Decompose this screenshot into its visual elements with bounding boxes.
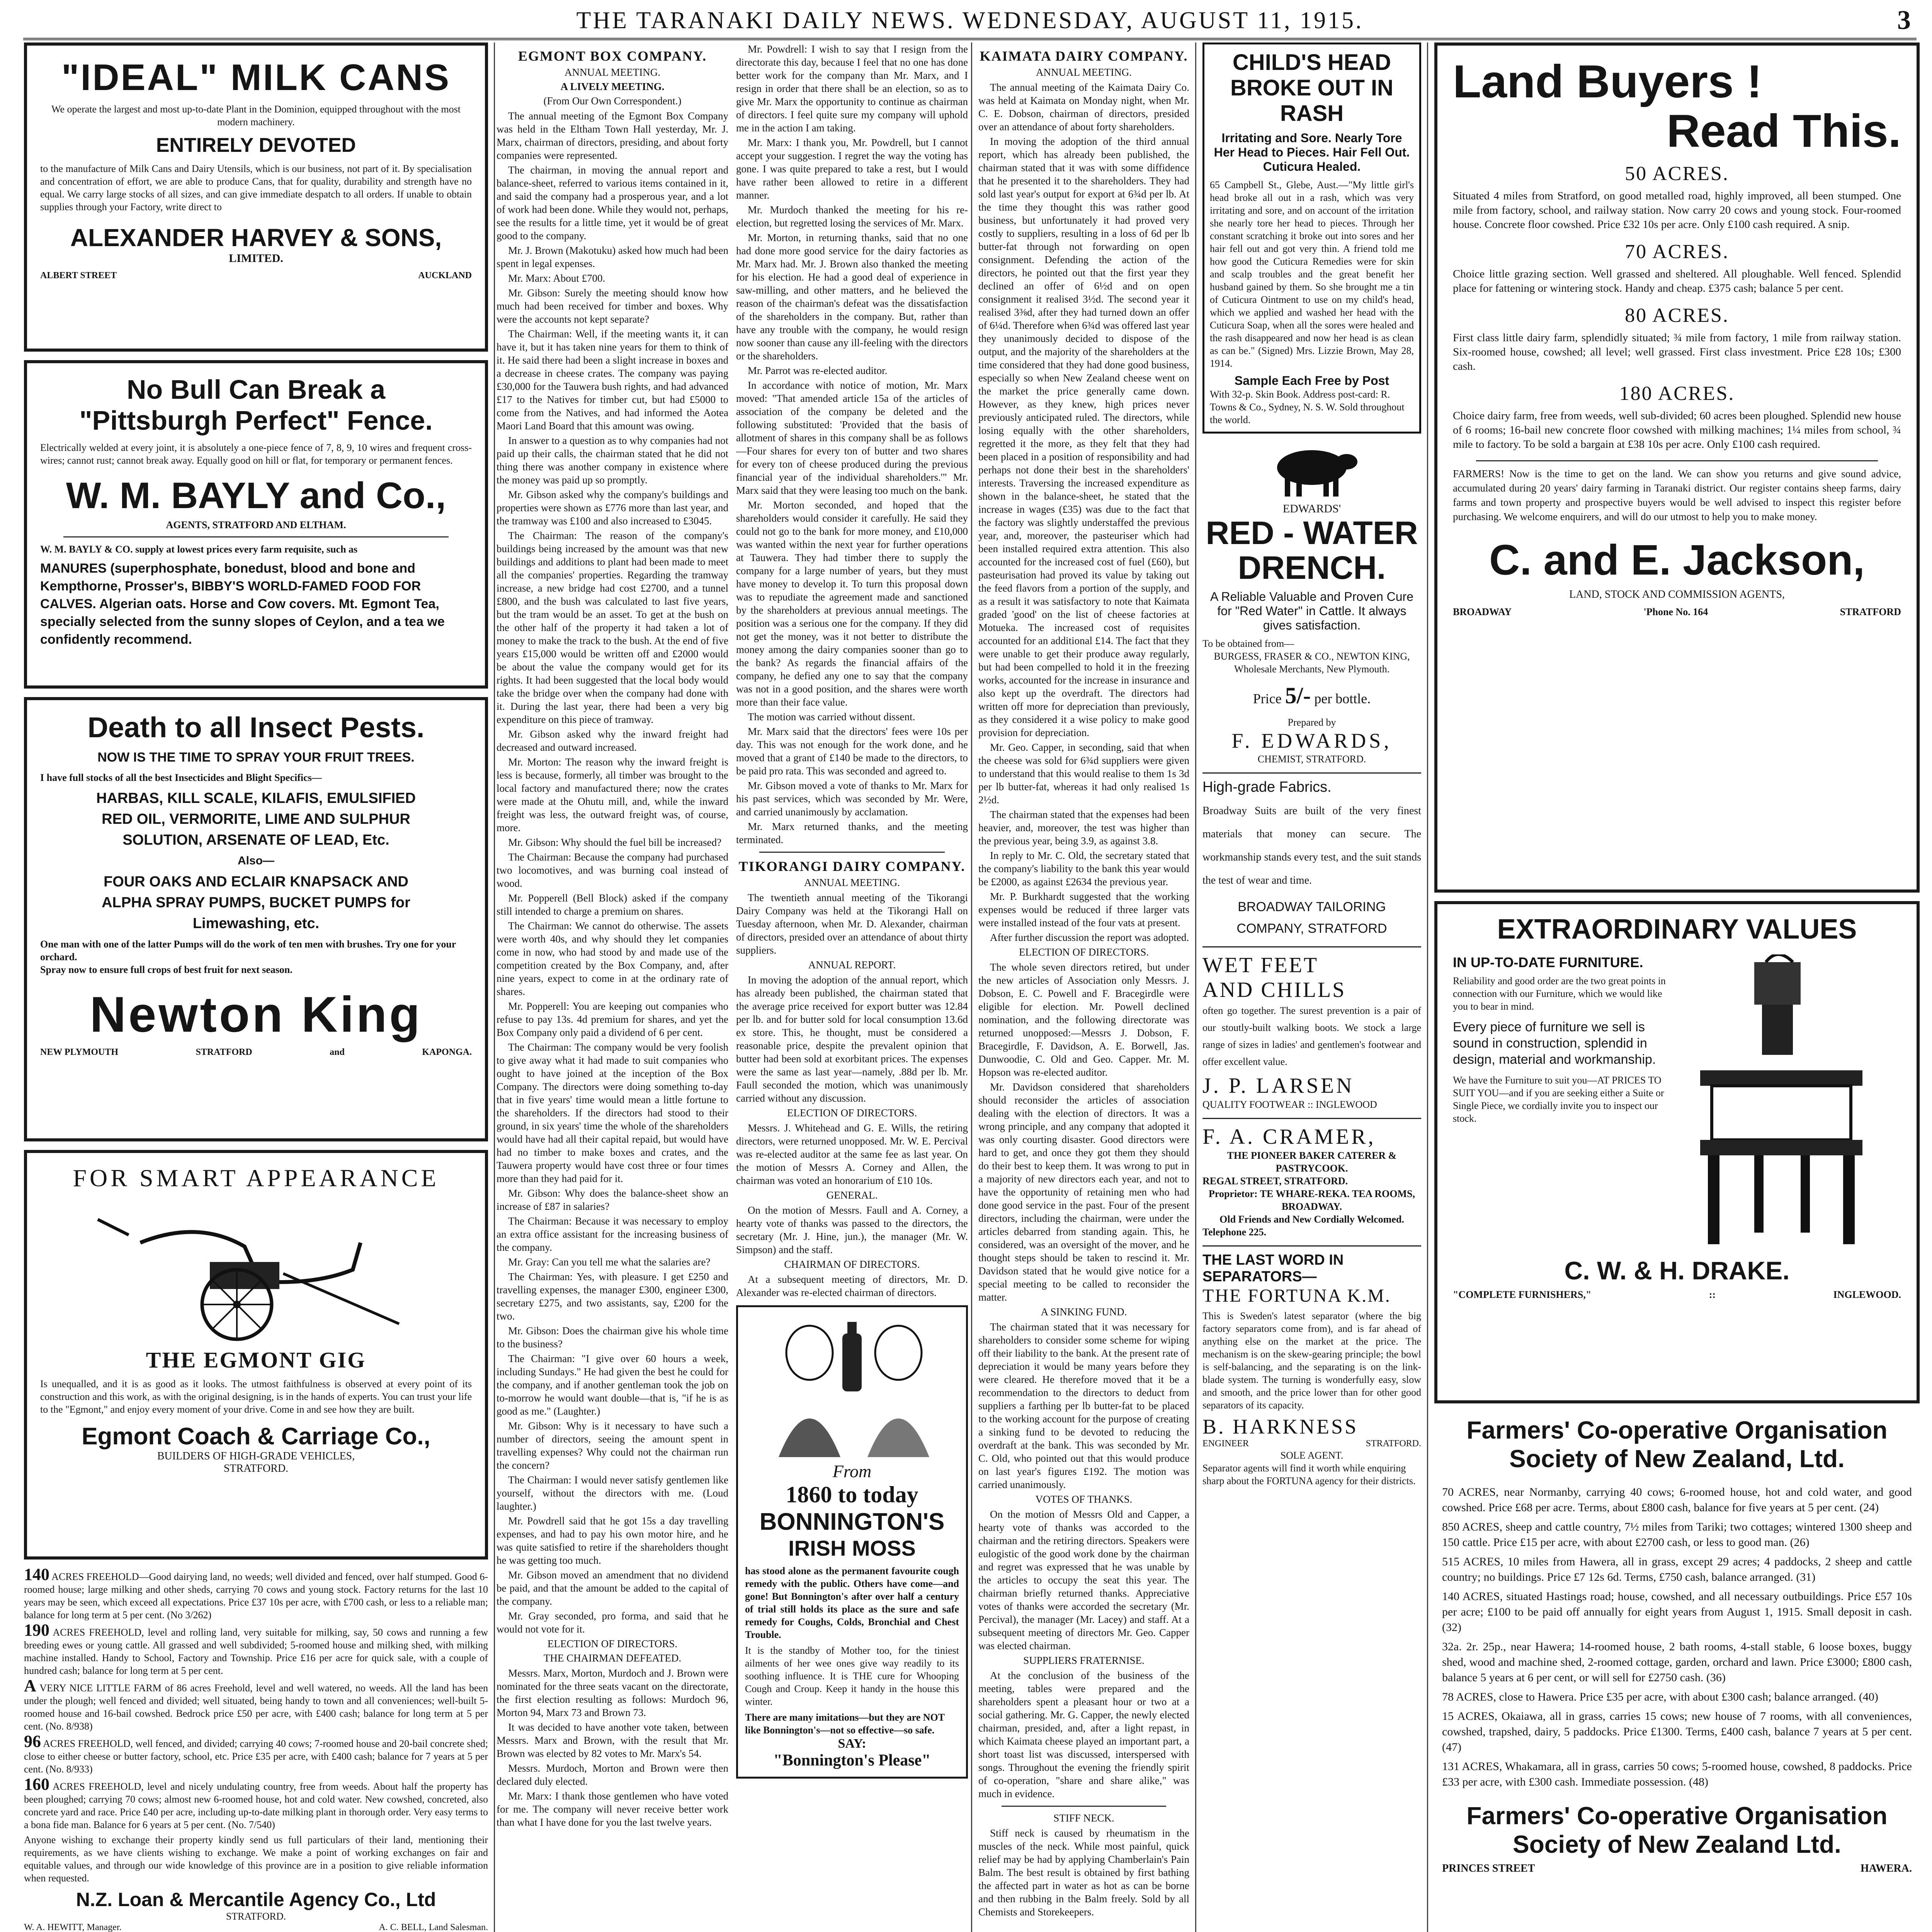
article-sub: ANNUAL MEETING. <box>1036 66 1132 78</box>
ad-footer-right: HAWERA. <box>1860 1862 1912 1874</box>
land-listing: 70 ACRES. Choice little grazing section. Well grassed and sheltered. All ploughable. Well fenced. Splendid place for fattening or wintering stock. Handy and cheap. £375 cash; balance 5 per cent. <box>1453 241 1901 294</box>
ad-title: High-grade Fabrics. <box>1202 779 1332 795</box>
cow-illustration <box>1265 440 1358 498</box>
ad-place: and <box>330 1047 345 1057</box>
listing: 160 ACRES FREEHOLD, level and nicely undulating country, free from weeds. About half the property has been ploughed; carrying 70 cows; almost new 6-roomed house, hot and cold water. New cowshed, concreted, also concrete yard and race. Price £40 per acre, including up-to-date milking plant in thorough order. Very easy terms to a bona fide man. Balance for 6 years at 5 per cent. (No. 7/540) <box>24 1775 488 1830</box>
article-body-continued: Mr. Powdrell: I wish to say that I resign from the directorate this day, because I feel that no one has done better work for the company than Mr. Marx, and I resign in order that there shall be an election, so as to give Mr. Marx the opportunity to continue as chairman of directors. I feel quite sure my company will uphold me in the action I am taking. Mr. Marx: I thank you, Mr. Powdrell, but I cannot accept your suggestion. I regret the way the voting has gone. I was quite prepared to take a rest, but I would have rather been allowed to retire in a different manner. Mr. Murdoch thanked the meeting for his re-election, but regretted losing the services of Mr. Marx. Mr. Morton, in returning thanks, said that no one had done more good service for the dairy factories as Mr. Marx had. Mr. J. Brown also thanked the meeting for his election. He had a good deal of experience in saw-milling, and other matters, and he believed the reason of the chairman's defeat was the dissatisfaction of the shareholders in the company. But, rather than have any trouble with the company, he would resign now sooner than cause any ill-feeling with the directors or the shareholders. Mr. Parrot was re-elected auditor. In accordance with notice of motion, Mr. Marx moved: "That amended article 15a of the articles of association of the company be deleted and the following substituted: 'Provided that the basis of allotment of shares in this company shall be as follows—Four shares for every ton of butter and two shares for every ton of cheese produced during the previous financial year of the individual shareholders.'" Mr. Marx said that they were leasing too much on the bank. Mr. Morton seconded, and hoped that the shareholders would consider it carefully. He said they could not go to the bank for more money, and £10,000 was wanted within the next year for further operations at Tauwera. They had timber there to supply the company for a large number of years, but they must have money to develop it. To turn this proposal down was to repudiate the agreement made and sanctioned by the shareholders at previous annual meetings. The position was a serious one for the company. If they did not get the money, was it not better to distribute the money among the dairy companies sooner than go to the bank? As regards the financial affairs of the company, he defied any one to say that the company was not in a good position, and the shares were worth more than their face value. The motion was carried without dissent. Mr. Marx said that the directors' fees were 10s per day. This was not enough for the work done, and he moved that a grant of £140 be made to the directors, to be paid pro rata. This was seconded and agreed to. Mr. Gibson moved a vote of thanks to Mr. Marx for his past services, which was seconded by Mr. Were, and carried unanimously by acclamation. Mr. Marx returned thanks, and the meeting terminated. <box>736 43 968 845</box>
ad-firm: Newton King <box>90 986 422 1043</box>
ad-line: ALPHA SPRAY PUMPS, BUCKET PUMPS for <box>102 895 410 911</box>
cuticura-ad <box>1202 43 1421 434</box>
ad-firm: F. EDWARDS, <box>1231 729 1392 752</box>
ad-place: KAPONGA. <box>422 1047 472 1057</box>
article-subhead: GENERAL. <box>826 1189 878 1201</box>
bonnington-ad <box>736 1305 968 1779</box>
ad-firm: B. HARKNESS <box>1202 1415 1359 1438</box>
egmont-gig-ad <box>24 1150 488 1560</box>
ad-role: ENGINEER <box>1202 1439 1249 1449</box>
ad-firm: ALEXANDER HARVEY & SONS, <box>70 224 442 252</box>
column-3 <box>974 43 1194 1932</box>
ad-note: It is the standby of Mother too, for the tiniest ailments of her wee ones give way readily to its soothing influence. It is THE cure for Whooping Cough and Croup. Keep it handy in the house this winter. <box>745 1645 959 1707</box>
ad-agents: LAND, STOCK AND COMMISSION AGENTS, <box>1569 588 1785 600</box>
women-bottle-illustration <box>752 1318 952 1457</box>
ad-title: EXTRAORDINARY VALUES <box>1497 914 1857 945</box>
ad-sep: :: <box>1709 1289 1716 1300</box>
article-subhead: A SINKING FUND. <box>1041 1306 1127 1318</box>
ad-body: Is unequalled, and it is as good as it looks. The utmost faithfulness is observed at every point of its construction and this work, as with the original designing, is in the hands of experts. You can trust your life to the "Egmont," and enjoy every moment of your drive. Come in and see how they are built. <box>40 1378 472 1415</box>
land-listing: 50 ACRES. Situated 4 miles from Stratford, on good metalled road, highly improved, all been stumped. One mile from factory, school, and railway station. Now carry 20 cows and young stock. Four-roomed house. Concrete floor cowshed. Price £32 10s per acre. Only £100 cash required. A snip. <box>1453 163 1901 231</box>
ad-title-2: AND CHILLS <box>1202 978 1346 1002</box>
column-rule <box>494 43 495 1932</box>
column-1 <box>19 43 493 1932</box>
farm-listing: 131 ACRES, Whakamara, all in grass, carries 50 cows; 5-roomed house, cowshed, 8 paddocks. Price £33 per acre, with £300 cash. Immediate possession. (48) <box>1442 1760 1912 1788</box>
farm-listing: 515 ACRES, 10 miles from Hawera, all in grass, except 29 acres; 4 paddocks, 2 sheep and cattle country; no buildings. Price £7 12s 6d. Terms, £750 cash, balance arranged. (31) <box>1442 1555 1912 1583</box>
ad-manures: MANURES (superphosphate, bonedust, blood and bone and Kempthorne, Prosser's, BIBBY'S WORLD-FAMED FOOD FOR CALVES. Algerian oats. Horse and Cow covers. Mt. Egmont Tea, specially selected from the sunny slopes of Ceylon, and a tea we confidently recommend. <box>40 561 445 647</box>
ad-intro: We operate the largest and most up-to-date Plant in the Dominion, equipped throughout with the most modern machinery. <box>51 104 461 128</box>
bayly-fence-ad <box>24 360 488 689</box>
ad-line: HARBAS, KILL SCALE, KILAFIS, EMULSIFIED <box>96 790 416 806</box>
article-body: On the motion of Messrs Old and Capper, a hearty vote of thanks was accorded to the chairman and the retiring directors. Speakers were eulogistic of the good work done by the chairman and regret was expressed that he was unable by the articles to occupy the seat this year. The chairman briefly returned thanks. Appreciative votes of thanks were accorded the secretary (Mr. Percival), the manager (Mr. Lacey) and staff. At a subsequent meeting of directors Mr. Geo. Capper was elected chairman. <box>978 1509 1189 1651</box>
article-body: At a subsequent meeting of directors, Mr. D. Alexander was re-elected chairman of directors. <box>736 1274 968 1298</box>
listing: A VERY NICE LITTLE FARM of 86 acres Freehold, level and well watered, no weeds. All the land has been under the plough; well fenced and divided; well situated, being handy to town and all conveniences; well-built 5-roomed house and 16-bail cowshed. Bedrock price £50 per acre, with £400 cash; balance for long term at 5 per cent. (No. 8/938) <box>24 1676 488 1732</box>
article-subhead: ELECTION OF DIRECTORS. <box>1019 946 1149 958</box>
ad-friends: Old Friends and New Cordially Welcomed. <box>1219 1214 1404 1225</box>
ad-agents: BURGESS, FRASER & CO., NEWTON KING, Wholesale Merchants, New Plymouth. <box>1214 651 1410 675</box>
ad-title: RED - WATER DRENCH. <box>1206 515 1418 586</box>
ad-town: CHEMIST, STRATFORD. <box>1257 753 1366 765</box>
ad-price-tail: per bottle. <box>1314 691 1371 706</box>
ad-price: 5/- <box>1285 683 1311 708</box>
farm-listing: 32a. 2r. 25p., near Hawera; 14-roomed house, 2 bath rooms, 4-stall stable, 6 loose boxes, buggy shed, wood and machine shed, 2-roomed cottage, garden, orchard and lawn. Price £3000; £800 cash, balance 5 years at 6 per cent, or will sell for £2750 cash. (36) <box>1442 1640 1912 1684</box>
ad-tag: A Reliable Valuable and Proven Cure for "Red Water" in Cattle. It always gives satisfaction. <box>1210 590 1413 632</box>
ad-brand: BONNINGTON'S <box>759 1509 945 1535</box>
newton-king-ad <box>24 697 488 1141</box>
ad-manager: W. A. HEWITT, Manager. <box>24 1922 122 1932</box>
listing: 96 ACRES FREEHOLD, well fenced, and divided; carrying 40 cows; 7-roomed house and 20-bail concrete shed; close to either cheese or butter factory, school, etc. Price £35 per acre, with £400 cash; balance for 7 years at 5 per cent. (No. 8/933) <box>24 1732 488 1775</box>
ad-firm: C. and E. Jackson, <box>1489 536 1865 584</box>
ad-from: To be obtained from— <box>1202 638 1294 649</box>
ad-place: STRATFORD <box>196 1047 252 1057</box>
ad-agents: AGENTS, STRATFORD AND ELTHAM. <box>166 519 346 531</box>
ad-tel: Telephone 225. <box>1202 1226 1267 1238</box>
ad-body: Electrically welded at every joint, it is absolutely a one-piece fence of 7, 8, 9, 10 wires and frequent cross-wires; cannot rust; cannot break away. Equally good on hill or flat, for temporary or permanent fences. <box>40 442 472 466</box>
ad-title: "IDEAL" MILK CANS <box>61 57 451 98</box>
subcolumn-b <box>736 43 968 1932</box>
chair-illustration <box>1677 954 1893 1248</box>
ad-title: FOR SMART APPEARANCE <box>73 1164 439 1192</box>
article-subhead: SUPPLIERS FRATERNISE. <box>1023 1655 1145 1666</box>
article-body: Messrs. J. Whitehead and G. E. Wills, the retiring directors, were returned unopposed. Mr. W. E. Percival was re-elected auditor at the same fee as last year. On the motion of Messrs A. Corney and Allen, the chairman was voted an honorarium of £10 10s. <box>736 1122 968 1186</box>
nz-loan-ad <box>24 1565 488 1932</box>
ad-title: Land Buyers ! <box>1453 56 1762 107</box>
ad-firm: Egmont Coach & Carriage Co., <box>82 1423 430 1450</box>
article-subhead: ANNUAL REPORT. <box>808 959 896 971</box>
ad-footer-title: Farmers' Co-operative Organisation <box>1466 1802 1888 1830</box>
ad-title: Death to all Insect Pests. <box>87 711 425 743</box>
farm-listing: 70 ACRES, near Normanby, carrying 40 cows; 6-roomed house, hot and cold water, and good cowshed. Price £68 per acre. Terms, about £800 cash, balance for five years at 5 per cent. (24) <box>1442 1486 1912 1514</box>
ad-builders: BUILDERS OF HIGH-GRADE VEHICLES, <box>157 1450 355 1462</box>
ad-title-2: Society of New Zealand, Ltd. <box>1509 1445 1845 1473</box>
ad-note: One man with one of the latter Pumps will do the work of ten men with brushes. Try one for your orchard. <box>40 939 456 963</box>
article-body: The twentieth annual meeting of the Tikorangi Dairy Company was held at the Tikorangi Hall on Tuesday afternoon, when Mr. D. Alexander, chairman of directors, presided over an attendance of about thirty suppliers. <box>736 892 968 956</box>
ad-limited: LIMITED. <box>229 252 283 265</box>
column-4 <box>1198 43 1426 1932</box>
page-number: 3 <box>1897 5 1913 35</box>
ad-firm: N.Z. Loan & Mercantile Agency Co., Ltd <box>76 1889 436 1910</box>
article-subhead: ELECTION OF DIRECTORS. <box>787 1107 917 1119</box>
ad-line: Limewashing, etc. <box>192 915 320 932</box>
ad-sample: Sample Each Free by Post <box>1234 374 1389 388</box>
ad-p3: We have the Furniture to suit you—AT PRICES TO SUIT YOU—and if you are seeking either a Suite or Single Piece, we cordially invite you to inspect our stock. <box>1453 1075 1664 1124</box>
ad-firm: C. W. & H. DRAKE. <box>1564 1256 1790 1285</box>
ad-please: "Bonnington's Please" <box>773 1752 931 1769</box>
ad-sample-text: With 32-p. Skin Book. Address post-card: R. Towns & Co., Sydney, N. S. W. Sold throughout the world. <box>1210 389 1405 425</box>
ad-town: STRATFORD. <box>223 1463 289 1475</box>
ad-title: CHILD'S HEAD BROKE OUT IN RASH <box>1230 50 1394 126</box>
ad-prepared: Prepared by <box>1287 717 1336 728</box>
farm-listing: 15 ACRES, Okaiawa, all in grass, carries 15 cows; new house of 7 rooms, with all conveniences, cowshed, trapshed, dairy, 5 paddocks. Price £1300. Terms, £400 cash, balance 7 years at 5 per cent. (47) <box>1442 1710 1912 1753</box>
article-subhead: STIFF NECK. <box>1053 1812 1114 1824</box>
ad-footer-left: PRINCES STREET <box>1442 1862 1535 1874</box>
larsen-ad <box>1202 946 1421 1111</box>
ad-town: STRATFORD. <box>226 1911 286 1922</box>
column-5 <box>1430 43 1924 1932</box>
ad-title: Farmers' Co-operative Organisation <box>1466 1416 1888 1444</box>
ad-right: STRATFORD <box>1840 606 1901 617</box>
ad-place: NEW PLYMOUTH <box>40 1047 119 1057</box>
ad-sub: IN UP-TO-DATE FURNITURE. <box>1453 954 1643 970</box>
ad-line: SOLUTION, ARSENATE OF LEAD, Etc. <box>122 832 389 848</box>
ad-farmers: FARMERS! Now is the time to get on the land. We can show you returns and give sound advice, accumulated during 20 years' dairy farming in Taranaki district. Our register contains sheep farms, dairy farms and town property and prospective buyers would be well advised to inspect this register before purchasing. We welcome enquirers, and will do our utmost to help you to make money. <box>1453 468 1901 522</box>
ad-city: AUCKLAND <box>418 270 472 281</box>
ad-title-2: "Pittsburgh Perfect" Fence. <box>79 405 433 435</box>
ad-body: often go together. The surest prevention is a pair of our stoutly-built walking boots. We stock a large range of sizes in ladies' and gentlemen's footwear and offer excellent value. <box>1202 1005 1421 1067</box>
ad-body: to the manufacture of Milk Cans and Dairy Utensils, which is our business, not part of it. By specialisation and concentration of effort, we are able to produce Cans, that for quality, durability and strength have no equal. We carry large stocks of all sizes, and can give immediate despatch to all orders. If unable to obtain supplies through your Factory, write direct to <box>40 163 472 213</box>
fortuna-ad <box>1202 1245 1421 1487</box>
ad-name: THE EGMONT GIG <box>146 1347 366 1372</box>
cramer-ad <box>1202 1118 1421 1238</box>
ad-prop: Proprietor: TE WHARE-REKA. TEA ROOMS, BROADWAY. <box>1209 1188 1415 1212</box>
ad-sub: Irritating and Sore. Nearly Tore Her Head to Pieces. Hair Fell Out. Cuticura Healed. <box>1214 131 1410 173</box>
ad-street: REGAL STREET, STRATFORD. <box>1202 1175 1348 1187</box>
ad-street: ALBERT STREET <box>40 270 117 281</box>
listing: 190 ACRES FREEHOLD, level and rolling land, very suitable for milking, say, 50 cows and running a few breeding ewes or young cattle. All grassed and well subdivided; 5-roomed house and milking shed, with milking machine installed. Handy to School, Factory and Township. Price £16 per acre for quick sale, with a couple of hundred cash; balance for long term at 5 per cent. <box>24 1621 488 1676</box>
column-2 <box>497 43 970 1932</box>
masthead-title: THE TARANAKI DAILY NEWS. WEDNESDAY, AUGUST 11, 1915. <box>576 7 1364 34</box>
farm-listing: 78 ACRES, close to Hawera. Price £35 per acre, with about £300 cash; balance arranged. (40) <box>1442 1690 1878 1703</box>
milk-cans-ad <box>24 43 488 352</box>
ad-brand: EDWARDS' <box>1282 502 1341 515</box>
column-rule <box>1427 43 1428 1932</box>
ad-body: This is Sweden's latest separator (where the big factory separators come from), and is far ahead of anything else on the market at the price. The mechanism is on the skew-gearing principle; the bowl is self-balancing, and the separating is on the link-blade system. The turning is wonderfully easy, slow and smooth, and the price lower than for other good separators of its capacity. <box>1202 1310 1421 1411</box>
article-headline: TIKORANGI DAIRY COMPANY. <box>738 859 966 874</box>
ad-body: has stood alone as the permanent favourite cough remedy with the public. Others have come—and gone! But Bonnington's after over half a century of trial still holds its place as the sure and safe remedy for Coughs, Colds, Bronchial and Chest Trouble. <box>745 1565 959 1640</box>
ad-stocks: I have full stocks of all the best Insecticides and Blight Specifics— <box>40 772 322 783</box>
ad-title: No Bull Can Break a <box>126 374 386 405</box>
ad-p1: Reliability and good order are the two great points in connection with our Furniture, which we would like you to bear in mind. <box>1453 975 1666 1012</box>
ad-supply: W. M. BAYLY & CO. supply at lowest prices every farm requisite, such as <box>40 544 358 555</box>
article-body: On the motion of Messrs. Faull and A. Corney, a hearty vote of thanks was passed to the directors, the secretary (Mr. J. Hine, jun.), the manager (Mr. W. Simpson) and the staff. <box>736 1204 968 1255</box>
ad-from: From <box>832 1461 872 1481</box>
column-rule <box>1195 43 1196 1932</box>
ad-town: STRATFORD. <box>1366 1439 1421 1449</box>
article-subhead-2: THE CHAIRMAN DEFEATED. <box>543 1652 682 1664</box>
ad-p2: Every piece of furniture we sell is sound in construction, splendid in design, material and workmanship. <box>1453 1020 1656 1067</box>
farm-listing: 140 ACRES, situated Hastings road; house, cowshed, and all necessary outbuildings. Price £57 10s per acre; £100 to be paid off annually for eight years from August 1, 1915. Small deposit in cash. (32) <box>1442 1590 1912 1634</box>
ad-salesman: A. C. BELL, Land Salesman. <box>379 1922 488 1932</box>
article-sub: ANNUAL MEETING. <box>565 66 660 78</box>
ad-title-2: Read This. <box>1667 105 1901 157</box>
ad-title: THE LAST WORD IN SEPARATORS— <box>1202 1252 1344 1285</box>
article-body-2: Messrs. Marx, Morton, Murdoch and J. Brown were nominated for the three seats vacant on the directorate, the first election resulting as follows: Murdoch 96, Morton 94, Marx 73 and Brown 73. It was decided to have another vote taken, between Messrs. Marx and Brown, with the result that Mr. Brown was elected by 82 votes to Mr. Marx's 54. Messrs. Murdoch, Morton and Brown were then declared duly elected. Mr. Marx: I thank those gentlemen who have voted for me. The company will never receive better work than what I have done for you the last twelve years. <box>497 1667 728 1828</box>
ad-line: RED OIL, VERMORITE, LIME AND SULPHUR <box>102 811 410 827</box>
drake-furniture-ad <box>1434 901 1920 1403</box>
gig-illustration <box>82 1196 430 1343</box>
land-listing: 80 ACRES. First class little dairy farm, splendidly situated; ¾ mile from factory, 1 mile from railway station. Six-roomed house, cowshed; all level; well grassed. First class investment. Price £28 10s; £300 cash. <box>1453 304 1901 372</box>
ad-left: BROADWAY <box>1453 606 1512 617</box>
ad-line: THE PIONEER BAKER CATERER & PASTRYCOOK. <box>1227 1150 1397 1174</box>
article-body: At the conclusion of the business of the meeting, tables were prepared and the shareholders spent a pleasant hour or two at a social gathering. Mr. G. Capper, the newly elected chairman, presided, and, after a light repast, in which Kaimata cheese played an important part, a short toast list was discussed, interspersed with songs. Throughout the evening the friendly spirit of co-operation, "share and share alike," was much in evidence. <box>978 1670 1189 1799</box>
listing: 140 ACRES FREEHOLD—Good dairying land, no weeds; well divided and fenced, over half stumped. Good 6-roomed house; large milking and other sheds, carrying 70 cows and young stock. Factory returns for the last 10 years may be seen, which exceed all expectations. Price £37 10s per acre, with £700 cash, or less to a reliable man; balance for long term at 5 per cent. (No 3/262) <box>24 1565 488 1621</box>
ad-title-2: THE FORTUNA K.M. <box>1202 1286 1391 1306</box>
article-body: The chairman stated that it was necessary for shareholders to consider some scheme for wiping off their liability to the bank. At the present rate of depreciation it would be many years before they were cleared. He therefore moved that it be a recommendation to the directors to deduct from suppliers a farthing per lb butter-fat to be placed to the working account for the purpose of creating a sinking fund to be devoted to reducing the overdraft at the bank. This was seconded by Mr. C. Old, who pointed out that this would produce on last year's figures £192. The motion was carried unanimously. <box>978 1321 1189 1490</box>
land-listing: 180 ACRES. Choice dairy farm, free from weeds, well sub-divided; 60 acres been ploughed. Splendid new house of 6 rooms; 16-bail new concrete floor cowshed with milking machines; 1¼ miles from school, ¾ mile to factory. To be sold a bargain at £38 10s per acre. Only £100 cash required. <box>1453 383 1901 451</box>
ad-warn: There are many imitations—but they are NOT like Bonnington's—not so effective—so safe. <box>745 1712 945 1736</box>
ad-tag: QUALITY FOOTWEAR :: INGLEWOOD <box>1202 1099 1377 1110</box>
article-sub: ANNUAL MEETING. <box>804 877 900 888</box>
ad-also: Also— <box>237 854 274 867</box>
ad-price-label: Price <box>1253 691 1282 706</box>
ad-note-2: Spray now to ensure full crops of best fruit for next season. <box>40 964 293 975</box>
ad-brand-2: IRISH MOSS <box>788 1536 916 1560</box>
ad-line: FOUR OAKS AND ECLAIR KNAPSACK AND <box>104 874 408 890</box>
article-body: The annual meeting of the Egmont Box Company was held in the Eltham Town Hall yesterday, Mr. J. Marx, chairman of directors, presiding, and about forty companies were represented. The chairman, in moving the annual report and balance-sheet, referred to various items contained in it, and said the company had a prosperous year, and a lot of work had been done. While they would not, perhaps, see the results for a little time, yet it would be of great good to the company. Mr. J. Brown (Makotuku) asked how much had been spent in legal expenses. Mr. Marx: About £700. Mr. Gibson: Surely the meeting should know how much had been received for timber and boxes. Why were the accounts not kept separate? The Chairman: Well, if the meeting wants it, it can have it, but it has taken nine years for them to think of it. He said there had been a slight increase in boxes and a decrease in cheese crates. The company was paying £30,000 for the Tauwera bush rights, and had advanced £17 to the Natives for timber cut, but had £5000 to come from the Natives, and had informed the Aotea Maori Land Board that this amount was owing. In answer to a question as to why companies had not paid up their calls, the chairman stated that he did not thing there was another company in existence where the money was paid up so promptly. Mr. Gibson asked why the company's buildings and properties were shown as £776 more than last year, and the tramway was £100 and also increased to £3045. The Chairman: The reason of the company's buildings being increased by the amount was that new buildings and additions to plant had been made to meet all the companies' properties. Regarding the tramway increase, a new bridge had cost £2700, and a tunnel £800, and the bush was calculated to last five years, but the tram would be an asset. To get at the bush on the other half of the property it had taken a lot of money to make the track to the bush. At the end of five years £15,000 would be written off and £2000 would be about the value the company would get for its rights. It had been suggested that the local body would take the bridge over when the company had done with it. During the last year, there had been a very big expenditure on this piece of tramway. Mr. Gibson asked why the inward freight had decreased and outward increased. Mr. Morton: The reason why the inward freight is less is because, formerly, all timber was brought to the local factory and manufactured there; now the crates were made at the Ohutu mill, and, while the inward freight was less, the outward freight was, of course, more. Mr. Gibson: Why should the fuel bill be increased? The Chairman: Because the company had purchased two locomotives, and was burning coal instead of wood. Mr. Popperell (Bell Block) asked if the company still intended to charge a premium on shares. The Chairman: We cannot do otherwise. The assets were worth 40s, and why should they let companies come in now, who had stood by and made use of the competition created by the Box Company, and, after nine years, expect to come in at the ordinary rate of shares. Mr. Popperell: You are keeping out companies who refuse to pay 13s. 4d premium for shares, and yet the Box Company only paid a dividend of 6 per cent. The Chairman: The company would be very foolish to give away what it had made to suit companies who ought to have joined at the inception of the Box Company. The directors were doing something to-day that in five years' time would mean a little fortune to the shareholders. If the directors had stood to their ground, in six years' time the whole of the shareholders would have had all their capital repaid, but would have had no timber to make boxes and crates, and the Tauwera property would have cost three or four times more than they had paid for it. Mr. Gibson: Why does the balance-sheet show an increase of £87 in salaries? The Chairman: Because it was necessary to employ an extra office assistant for the increasing business of the company. Mr. Gray: Can you tell me what the salaries are? The Chairman: Yes, with pleasure. I get £250 and travelling expenses, the manager £300, engineer £300, secretary £275, and two assistants, say, £200 for the two. Mr. Gibson: Does the chairman give his whole time to the business? The Chairman: "I give over 60 hours a week, including Sundays." He had given the best he could for the company, and if another gentleman took the job on to-morrow he would want double—that is, "if he is as good as me." (Laughter.) Mr. Gibson: Why is it necessary to have such a number of directors, seeing the amount spent in travelling expenses? Why could not the chairman run the concern? The Chairman: I would never satisfy gentlemen like yourself, without the directors with me. (Loud laughter.) Mr. Powdrell said that he got 15s a day travelling expenses, and had to pay his own motor hire, and he was quite satisfied to retire if the shareholders thought he was getting too much. Mr. Gibson moved an amendment that no dividend be paid, and that the amount be added to the capital of the company. Mr. Gray seconded, pro forma, and said that he would not vote for it. <box>497 110 728 1635</box>
ad-say: SAY: <box>838 1736 866 1751</box>
ad-years: 1860 to today <box>786 1482 918 1507</box>
ad-right: INGLEWOOD. <box>1833 1289 1901 1300</box>
ad-firm: W. M. BAYLY and Co., <box>66 475 446 516</box>
ad-firm: F. A. CRAMER, <box>1202 1125 1376 1149</box>
subcolumn-a <box>497 43 728 1932</box>
ad-firm: J. P. LARSEN <box>1202 1074 1354 1098</box>
farm-listing: 850 ACRES, sheep and cattle country, 7½ miles from Tariki; two cottages; wintered 1300 sheep and 150 cattle. Price £15 per acre, with about £2700 cash, or less to good man. (26) <box>1442 1520 1912 1549</box>
article-body: Stiff neck is caused by rheumatism in the muscles of the neck. While most painful, quick relief may be had by applying Chamberlain's Pain Balm. The best result is obtained by first bathing the affected part in water as hot as can be borne and then rubbing in the Balm freely. Sold by all Chemists and Storekeepers. <box>978 1827 1189 1918</box>
article-body: The whole seven directors retired, but under the new articles of Association only Messrs. J. Dobson, E. C. Powell and F. Bracegirdle were eligible for election. Mr. Powell declined nomination, and the following directorate was returned unopposed:—Messrs J. Dobson, F. Bracegirdle, F. Davidson, A. E. Borwell, Jas. Dunwoodie, C. Old and Geo. Capper. Mr. M. Hopson was re-elected auditor. Mr. Davidson considered that shareholders should reconsider the articles of association dealing with the election of directors. It was a wrong principle, and any company that adopted it was only courting disaster. Good directors were hard to get, and once they got them they should do their best to keep them. It was wrong to put in a majority of new directors each year, and not to have the opportunity of retaining men who had done good service in the past. Four of the present directors, including the chairman, were under the articles debarred from standing again. This, he considered, was an oversight of the mover, and he thought steps should be taken to rescind it. Mr. Davidson stated that he would give notice for a special meeting to be called to reconsider the matter. <box>978 961 1189 1303</box>
article-subhead: ELECTION OF DIRECTORS. <box>547 1638 678 1650</box>
masthead <box>23 3 1917 40</box>
jackson-land-ad <box>1434 43 1920 893</box>
broadway-ad <box>1202 772 1421 939</box>
red-water-ad <box>1202 440 1421 765</box>
article-headline: EGMONT BOX COMPANY. <box>518 48 707 64</box>
ad-foot: Separator agents will find it worth while enquiring sharp about the FORTUNA agency for their districts. <box>1202 1463 1416 1486</box>
ad-phone: 'Phone No. 164 <box>1643 606 1708 617</box>
ad-subtitle: ENTIRELY DEVOTED <box>156 134 356 156</box>
ad-left: "COMPLETE FURNISHERS," <box>1453 1289 1592 1300</box>
column-rule <box>971 43 972 1932</box>
ad-agent: SOLE AGENT. <box>1280 1450 1344 1461</box>
article-byline: (From Our Own Correspondent.) <box>543 95 682 107</box>
ad-body: 65 Campbell St., Glebe, Aust.—"My little girl's head broke all out in a rash, which was very irritating and sore, and on account of the irritation she nearly tore her head to pieces. Through her constant scratching it broke out into sores and her hair fell out and got very thin. A friend told me how good the Cuticura Remedies were for skin and scalp troubles and the great benefit her husband gained by them. So she brought me a tin of Cuticura Ointment to use on my child's head, which we applied and washed her head with the Cuticura Soap, when all the sores were healed and the rash disappeared and now her head is as clean as can be." (Signed) Mrs. Lizzie Brown, May 28, 1914. <box>1210 179 1414 369</box>
ad-now: NOW IS THE TIME TO SPRAY YOUR FRUIT TREES. <box>97 750 415 765</box>
article-body: In moving the adoption of the annual report, which has already been published, the chairman stated that the average price received for export butter was 12.84 per lb. and for butter sold for local consumption 13.6d ex store. This, he thought, must be considered a reasonable price, despite the prevalent opinion that butter had been sold at exorbitant prices. The expenses were the same as last year—namely, .88d per lb. Mr. Faull seconded the motion, which was unanimously carried without any discussion. <box>736 974 968 1104</box>
ad-body: Broadway Suits are built of the very finest materials that money can secure. The workmanship stands every test, and the suit stands the test of wear and time. <box>1202 805 1421 886</box>
article-sub-2: A LIVELY MEETING. <box>560 81 665 92</box>
listing-closing: Anyone wishing to exchange their property kindly send us full particulars of their land, mentioning their requirements, as we have clients wishing to exchange. We make a point of working exchanges on fair and equitable values, and through our wide knowledge of this province are in a position to give reliable information when requested. <box>24 1834 488 1884</box>
ad-footer-title-2: Society of New Zealand Ltd. <box>1513 1830 1841 1858</box>
ad-title: WET FEET <box>1202 953 1319 977</box>
farmers-coop-ad <box>1434 1412 1920 1879</box>
ad-firm: BROADWAY TAILORING COMPANY, STRATFORD <box>1236 900 1387 936</box>
article-headline: KAIMATA DAIRY COMPANY. <box>980 48 1188 64</box>
article-body: The annual meeting of the Kaimata Dairy Co. was held at Kaimata on Monday night, when Mr. C. E. Dobson, chairman of directors, presided over an attendance of about forty shareholders. In moving the adoption of the third annual report, which has already been published, the chairman stated that it was with some diffidence that he presented it to the shareholders. They had sold last year's output for export at 6¾d per lb. At the time they thought this was rather good business, but unfortunately it had proved very costly to suppliers, resulting in a loss of 6d per lb butter-fat through not forwarding on open consignment. Defending the action of the directors, he pointed out that the first year they declined an offer of 6½d and on open consignment it realised 3½d. The second year it realised 3⅜d, after they had turned down an offer of 6¼d. Therefore when 6¾d was offered last year they unanimously decided to dispose of the output, and the majority of the shareholders at the time considered that they had done good business, especially so when New Zealand cheese went on the market the price generally came down. However, as they knew, high prices never previously anticipated ruled. The directors, while losing equally with the other shareholders, regretted it the more, as they felt that they had been placed in a position of responsibility and had perhaps not done their best in the shareholders' interests. Traversing the increased expenditure as shown in the balance-sheet, he stated that the increase in wages (£35) was due to the fact that the factory was slightly understaffed the previous year, and, moreover, the pasteuriser which had been installed required extra attention. This also accounted for the increased cost of fuel (£60), but pasteurisation had proved its value by taking out the feed flavors from a portion of the supply, and as a result it was satisfactory to note that Kaimata graded 'good' on the list of cheese factories at Motueka. The increased cost of requisites accounted for an additional £14. The fact that they were unable to get their produce away regularly, but had been compelled to hold it in the freezing works, accounted for the increase in insurance and also kept up the overdraft. The directors had written off more for depreciation than previously, as they considered it a wise policy to make good provision for depreciation. Mr. Geo. Capper, in seconding, said that when the cheese was sold for 6¾d suppliers were given to understand that this would realise to them 1s 3d per lb butter-fat, whereas it had only realised 1s 2½d. The chairman stated that the expenses had been heavier, and, moreover, the test was higher than the previous year, being 3.9, as against 3.8. In reply to Mr. C. Old, the secretary stated that the company's liability to the bank this year would be £2000, as against £2634 the previous year. Mr. P. Burkhardt suggested that the working expenses would be reduced if three larger vats were installed instead of the four vats at present. After further discussion the report was adopted. <box>978 82 1189 943</box>
article-subhead: CHAIRMAN OF DIRECTORS. <box>784 1259 920 1270</box>
article-subhead: VOTES OF THANKS. <box>1035 1493 1133 1505</box>
